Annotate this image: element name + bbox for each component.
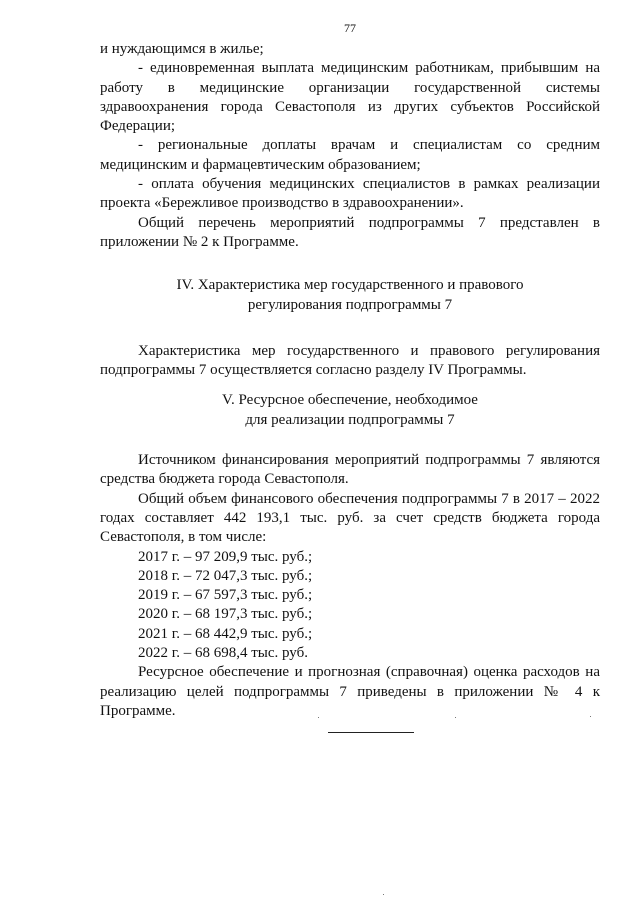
page-number: 77 <box>344 21 356 35</box>
scan-speck <box>590 716 591 717</box>
paragraph-housing: и нуждающимся в жилье; <box>100 41 264 57</box>
bullet-lump-sum-payment: - единовременная выплата медицинским работникам, прибывшим на работу в медицинские организации государственной системы здравоохранения города Севастополя из других субъектов Российской Федерации; <box>100 60 600 135</box>
section-4-heading-line1: IV. Характеристика мер государственного и правового <box>176 277 524 294</box>
bullet-regional-bonuses: - региональные доплаты врачам и специалистам со средним медицинским и фармацевтическим образованием; <box>100 137 600 173</box>
year-line: 2019 г. – 67 597,3 тыс. руб.; <box>138 587 313 604</box>
section-5-funding-source: Источником финансирования мероприятий подпрограммы 7 являются средства бюджета города Севастополя. <box>100 452 600 488</box>
section-4-text: Характеристика мер государственного и правового регулирования подпрограммы 7 осуществляется согласно разделу IV Программы. <box>100 342 600 379</box>
section-5-heading-line1: V. Ресурсное обеспечение, необходимое <box>222 392 478 409</box>
section-4-heading <box>100 276 600 315</box>
year-line: 2017 г. – 97 209,9 тыс. руб.; <box>138 548 313 565</box>
year-line: 2022 г. – 68 698,4 тыс. руб. <box>138 645 308 662</box>
scan-speck <box>383 894 384 895</box>
year-line: 2021 г. – 68 442,9 тыс. руб.; <box>138 625 313 642</box>
bullet-training-payment: - оплата обучения медицинских специалистов в рамках реализации проекта «Бережливое производство в здравоохранении». <box>100 176 600 212</box>
section-5-funding-total: Общий объем финансового обеспечения подпрограммы 7 в 2017 – 2022 годах составляет 442 193,1 тыс. руб. за счет средств бюджета города Севастополя, в том числе: <box>100 490 600 546</box>
section-4-heading-line2: регулирования подпрограммы 7 <box>247 296 453 313</box>
scan-speck <box>455 717 456 718</box>
section-5-heading <box>100 391 600 430</box>
year-line: 2020 г. – 68 197,3 тыс. руб.; <box>138 606 313 623</box>
scan-speck <box>318 717 319 718</box>
section-5-resource-estimate: Ресурсное обеспечение и прогнозная (справочная) оценка расходов на реализацию целей подпрограммы 7 приведены в приложении № 4 к Программе. <box>100 664 600 719</box>
year-line: 2018 г. – 72 047,3 тыс. руб.; <box>138 567 313 584</box>
end-separator-line <box>328 732 414 733</box>
paragraph-activities-list: Общий перечень мероприятий подпрограммы 7 представлен в приложении № 2 к Программе. <box>100 214 600 250</box>
page-body <box>100 40 600 721</box>
section-5-heading-line2: для реализации подпрограммы 7 <box>245 411 455 428</box>
